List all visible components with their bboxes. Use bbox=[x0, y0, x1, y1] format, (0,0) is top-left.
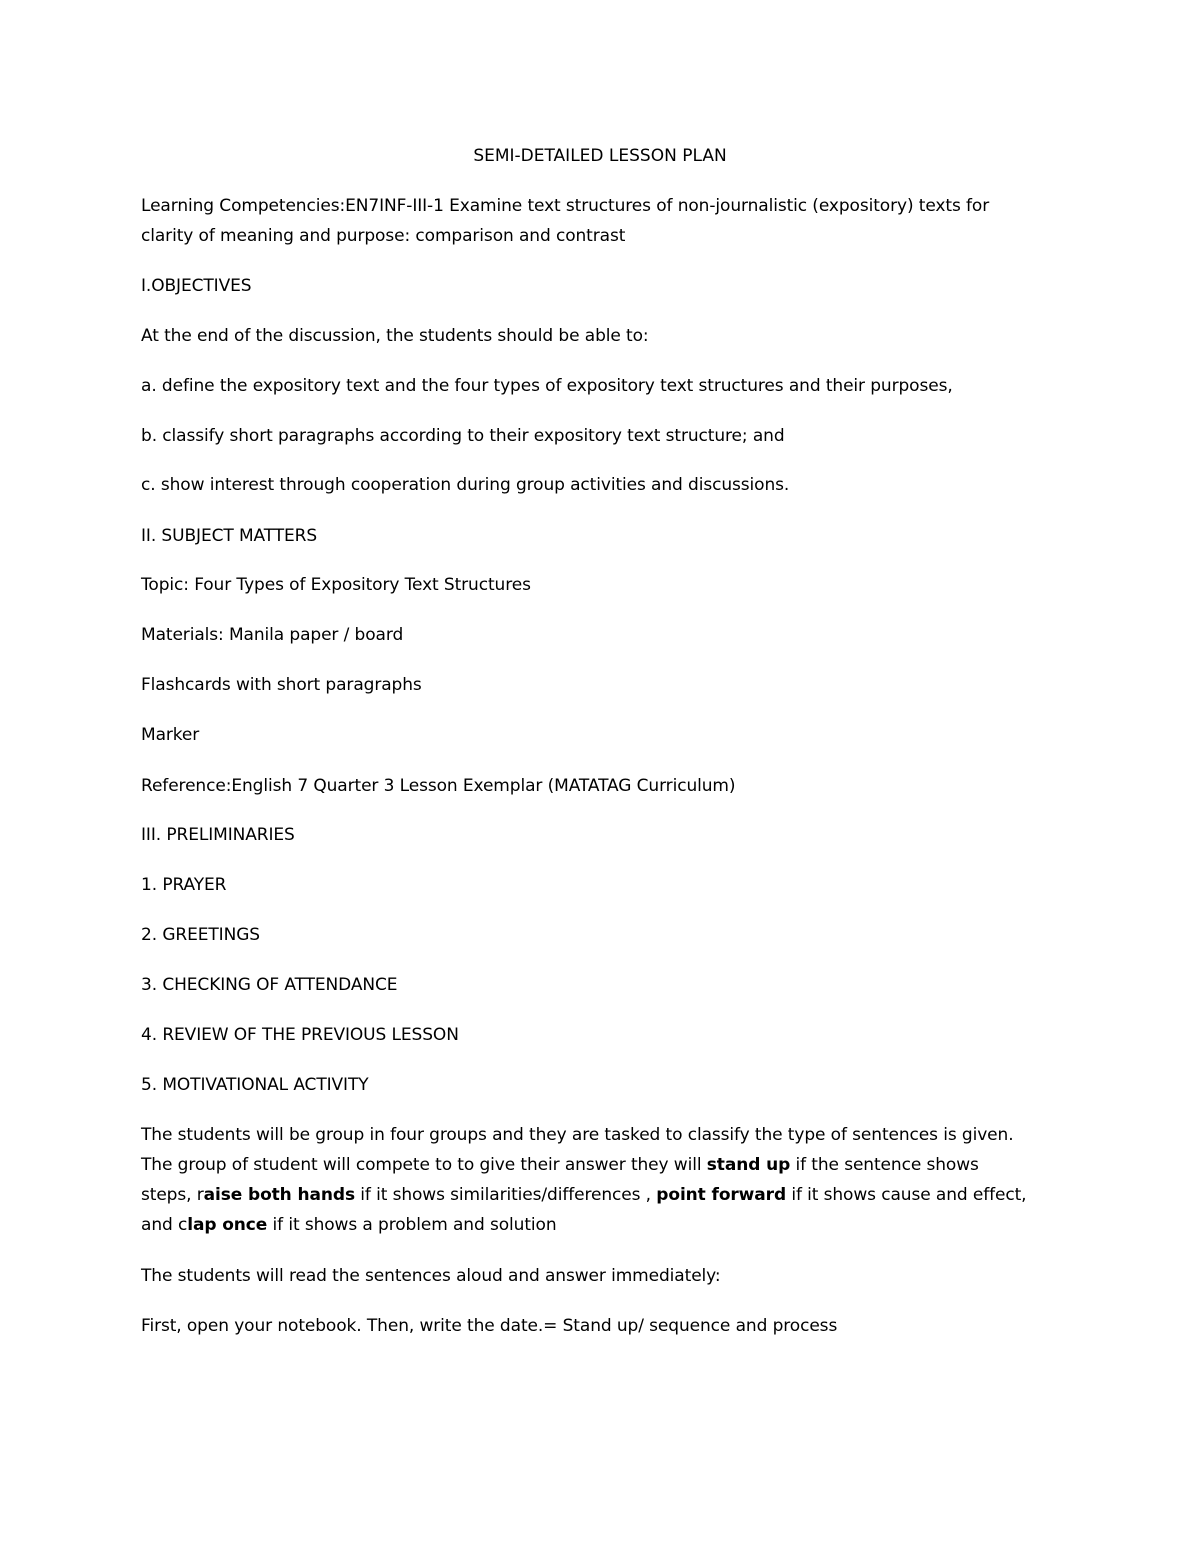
competencies-line-1: Learning Competencies:EN7INF-III-1 Examine text structures of non-journalistic (expository) texts for bbox=[141, 196, 990, 216]
activity-text: if it shows cause and effect, bbox=[786, 1185, 1027, 1205]
action-clap-once: lap once bbox=[187, 1215, 268, 1235]
subject-materials: Materials: Manila paper / board bbox=[141, 625, 404, 645]
action-raise-both-hands: aise both hands bbox=[203, 1185, 355, 1205]
objective-item: b. classify short paragraphs according to their expository text structure; and bbox=[141, 426, 785, 446]
subject-matter-heading: II. SUBJECT MATTERS bbox=[141, 526, 318, 546]
preliminaries-heading: III. PRELIMINARIES bbox=[141, 825, 295, 845]
subject-marker: Marker bbox=[141, 725, 200, 745]
objective-item: c. show interest through cooperation during group activities and discussions. bbox=[141, 475, 790, 495]
activity-text: steps, r bbox=[141, 1185, 204, 1205]
activity-line-3 bbox=[141, 1180, 1026, 1210]
preliminary-item: 4. REVIEW OF THE PREVIOUS LESSON bbox=[141, 1025, 459, 1045]
preliminary-item: 1. PRAYER bbox=[141, 875, 227, 895]
activity-text: The group of student will compete to to give their answer they will bbox=[141, 1155, 707, 1175]
activity-text: if it shows similarities/differences , bbox=[354, 1185, 657, 1205]
activity-line-4 bbox=[141, 1210, 557, 1240]
activity-line-2 bbox=[141, 1150, 979, 1180]
action-stand-up: stand up bbox=[706, 1155, 791, 1175]
activity-line-1: The students will be group in four groups and they are tasked to classify the type of sentences is given. bbox=[141, 1125, 1014, 1145]
subject-reference: Reference:English 7 Quarter 3 Lesson Exemplar (MATATAG Curriculum) bbox=[141, 776, 736, 796]
objectives-intro: At the end of the discussion, the students should be able to: bbox=[141, 326, 649, 346]
activity-example: First, open your notebook. Then, write the date.= Stand up/ sequence and process bbox=[141, 1316, 838, 1336]
preliminary-item: 2. GREETINGS bbox=[141, 925, 260, 945]
preliminary-item: 3. CHECKING OF ATTENDANCE bbox=[141, 975, 398, 995]
objective-item: a. define the expository text and the four types of expository text structures and their purposes, bbox=[141, 376, 953, 396]
activity-instruction: The students will read the sentences aloud and answer immediately: bbox=[141, 1266, 721, 1286]
activity-text: if the sentence shows bbox=[790, 1155, 979, 1175]
subject-topic: Topic: Four Types of Expository Text Structures bbox=[141, 575, 531, 595]
subject-flashcards: Flashcards with short paragraphs bbox=[141, 675, 422, 695]
activity-text: if it shows a problem and solution bbox=[267, 1215, 557, 1235]
document-title: SEMI-DETAILED LESSON PLAN bbox=[473, 146, 727, 166]
action-point-forward: point forward bbox=[656, 1185, 787, 1205]
preliminary-item: 5. MOTIVATIONAL ACTIVITY bbox=[141, 1075, 369, 1095]
competencies-line-2: clarity of meaning and purpose: comparison and contrast bbox=[141, 226, 626, 246]
objectives-heading: I.OBJECTIVES bbox=[141, 276, 252, 296]
activity-text: and c bbox=[141, 1215, 188, 1235]
